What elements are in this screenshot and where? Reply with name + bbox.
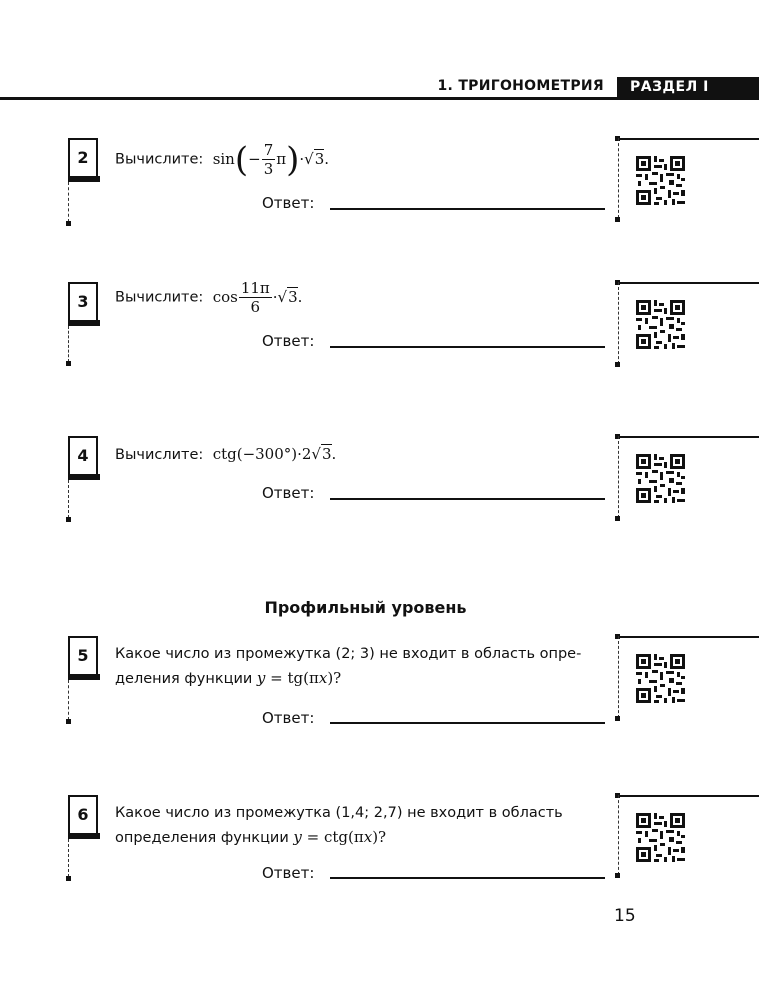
task-prefix: Вычислите: bbox=[115, 447, 204, 463]
task-prefix: Вычислите: bbox=[115, 289, 204, 306]
task-number-bar bbox=[68, 474, 100, 480]
task-number-bar bbox=[68, 674, 100, 680]
task-dash-dot bbox=[66, 876, 71, 881]
task-line-1: Какое число из промежутка (2; 3) не входит в область опре- bbox=[115, 646, 582, 662]
qr-dash-line bbox=[618, 138, 619, 218]
task-number: 5 bbox=[68, 636, 98, 676]
qr-code-icon[interactable] bbox=[634, 154, 687, 207]
answer-label: Ответ: bbox=[262, 332, 315, 350]
answer-input[interactable] bbox=[330, 346, 605, 348]
answer-input[interactable] bbox=[330, 722, 605, 724]
answer-label: Ответ: bbox=[262, 864, 315, 882]
chapter-title: 1. ТРИГОНОМЕТРИЯ bbox=[437, 78, 604, 94]
task-number-bar bbox=[68, 176, 100, 182]
page-number: 15 bbox=[614, 906, 636, 926]
task-number: 6 bbox=[68, 795, 98, 835]
answer-label: Ответ: bbox=[262, 484, 315, 502]
answer-input[interactable] bbox=[330, 208, 605, 210]
qr-dash-line bbox=[618, 636, 619, 718]
task-number-bar bbox=[68, 833, 100, 839]
task-prefix: Вычислите: bbox=[115, 151, 204, 168]
section-label: РАЗДЕЛ I bbox=[617, 77, 759, 98]
task-prompt bbox=[115, 141, 605, 178]
qr-frame-line bbox=[618, 436, 759, 438]
task-dash-line bbox=[68, 680, 69, 720]
qr-frame-line bbox=[618, 636, 759, 638]
section-title-text: Профильный уровень bbox=[264, 598, 467, 617]
qr-frame-dot bbox=[615, 516, 620, 521]
qr-frame-dot bbox=[615, 716, 620, 721]
task-number: 2 bbox=[68, 138, 98, 178]
answer-input[interactable] bbox=[330, 498, 605, 500]
task-dash-dot bbox=[66, 719, 71, 724]
task-dash-line bbox=[68, 480, 69, 518]
qr-frame-dot bbox=[615, 362, 620, 367]
task-line-2 bbox=[115, 825, 605, 850]
qr-code-icon[interactable] bbox=[634, 811, 687, 864]
task-prompt bbox=[115, 642, 605, 691]
task-line-2 bbox=[115, 666, 605, 691]
qr-frame-dot bbox=[615, 217, 620, 222]
task-number-bar bbox=[68, 320, 100, 326]
answer-label: Ответ: bbox=[262, 194, 315, 212]
task-dash-dot bbox=[66, 221, 71, 226]
task-number: 3 bbox=[68, 282, 98, 322]
task-line-2-text: деления функции bbox=[115, 671, 253, 687]
task-formula: ctg(−300°)·2√3. bbox=[207, 445, 337, 463]
qr-dash-line bbox=[618, 282, 619, 364]
task-formula: y = ctg(πx)? bbox=[293, 828, 387, 846]
qr-code-icon[interactable] bbox=[634, 452, 687, 505]
task-line-2-text: определения функции bbox=[115, 830, 289, 846]
qr-code-icon[interactable] bbox=[634, 652, 687, 705]
qr-frame-line bbox=[618, 138, 759, 140]
section-title bbox=[0, 598, 759, 617]
qr-frame-line bbox=[618, 795, 759, 797]
task-dash-line bbox=[68, 326, 69, 362]
answer-input[interactable] bbox=[330, 877, 605, 879]
task-dash-line bbox=[68, 839, 69, 877]
task-dash-line bbox=[68, 182, 69, 222]
answer-label: Ответ: bbox=[262, 709, 315, 727]
task-formula: cos $\frac{11\pi}{6}$ ·√3. bbox=[207, 279, 303, 316]
qr-frame-line bbox=[618, 282, 759, 284]
task-prompt bbox=[115, 801, 605, 850]
task-dash-dot bbox=[66, 361, 71, 366]
task-formula: sin(− $\frac{7}{3}$ π)·√3. bbox=[207, 139, 330, 180]
task-line-1: Какое число из промежутка (1,4; 2,7) не входит в область bbox=[115, 805, 563, 821]
task-prompt bbox=[115, 279, 605, 316]
task-prompt bbox=[115, 442, 605, 467]
task-number: 4 bbox=[68, 436, 98, 476]
qr-dash-line bbox=[618, 795, 619, 875]
header-rule bbox=[0, 97, 759, 100]
task-dash-dot bbox=[66, 517, 71, 522]
qr-dash-line bbox=[618, 436, 619, 518]
qr-frame-dot bbox=[615, 873, 620, 878]
qr-code-icon[interactable] bbox=[634, 298, 687, 351]
task-formula: y = tg(πx)? bbox=[256, 669, 342, 687]
